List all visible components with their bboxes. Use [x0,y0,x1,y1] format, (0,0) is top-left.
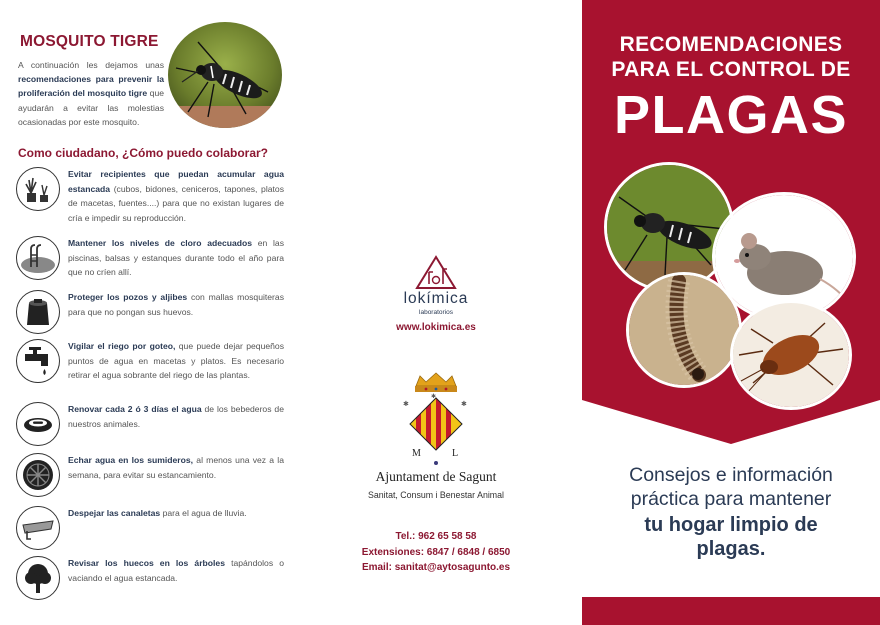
tip-text: Evitar recipientes que puedan acumular agua estancada (cubos, bidones, ceniceros, tapones, platos de macetas, fuentes....) para que no existan lugares de cría e impedir su reproducción. [68,169,284,223]
svg-text:✱: ✱ [403,400,409,408]
gutter-icon [16,506,60,550]
contact-email[interactable]: Email: sanitat@aytosagunto.es [361,562,511,573]
crest-letter-m: M [412,448,421,459]
cover-heading: RECOMENDACIONES PARA EL CONTROL DE [611,33,851,81]
well-icon [16,290,60,334]
tip-text: Echar agua en los sumideros, al menos una vez a la semana, para evitar su estancamiento. [68,455,284,480]
pool-ladder-icon [16,236,60,280]
caterpillar-photo [626,272,742,388]
cover-title-plagas: PLAGAS [613,85,849,145]
faucet-drip-icon [16,339,60,383]
mosquito-intro-text: A continuación les dejamos unas recomendaciones para prevenir la proliferación del mosquito tigre que ayudarán a evitar las molestias ocasionadas por este mosquito. [18,60,164,127]
council-name: Ajuntament de Sagunt [375,469,497,484]
middle-panel [290,0,582,625]
cover-panel [582,0,880,625]
svg-text:✱: ✱ [461,400,467,408]
cover-tagline: tu hogar limpio de plagas. [644,514,818,560]
mosquito-tigre-title: MOSQUITO TIGRE [20,33,159,50]
tip-text: Renovar cada 2 ó 3 días el agua de los bebederos de nuestros animales. [68,404,284,429]
cover-subtitle: Consejos e información práctica para mantener [629,464,833,510]
collaborate-heading: Como ciudadano, ¿Cómo puedo colaborar? [18,146,269,160]
crest-letter-l: L [452,448,459,459]
pet-bowl-icon [16,402,60,446]
lokimica-url[interactable]: www.lokimica.es [396,322,476,333]
tip-text: Despejar las canaletas para el agua de lluvia. [68,508,247,518]
cover-bottom-bar [582,597,880,625]
sagunt-coat-of-arms [400,370,472,470]
plant-pots-icon [16,167,60,211]
contact-phone[interactable]: Tel.: 962 65 58 58 [395,531,477,542]
contact-extensions: Extensiones: 6847 / 6848 / 6850 [361,547,511,558]
cockroach-photo [730,300,852,410]
council-department: Sanitat, Consum i Benestar Animal [368,490,504,500]
svg-text:✱: ✱ [431,393,437,400]
lokimica-name: lokímica [403,290,469,307]
tip-text: Mantener los niveles de cloro adecuados en las piscinas, balsas y estanques durante todo el año para que no críen allí. [68,238,284,277]
tip-text: Proteger los pozos y aljibes con mallas mosquiteras para que no pongan sus huevos. [68,292,284,317]
tip-text: Vigilar el riego por goteo, que puede dejar pequeños puntos de agua en macetas y platos. Es necesario retirar el agua sobrante del riego de las plantas. [68,341,284,380]
lokimica-logo-icon [414,254,458,292]
left-panel [0,0,290,625]
drain-grate-icon [16,453,60,497]
lokimica-subtitle: laboratorios [419,309,453,316]
tip-text: Revisar los huecos en los árboles tapándolos o vaciando el agua estancada. [68,558,284,583]
tiger-mosquito-photo [168,22,282,128]
tree-hollow-icon [16,556,60,600]
